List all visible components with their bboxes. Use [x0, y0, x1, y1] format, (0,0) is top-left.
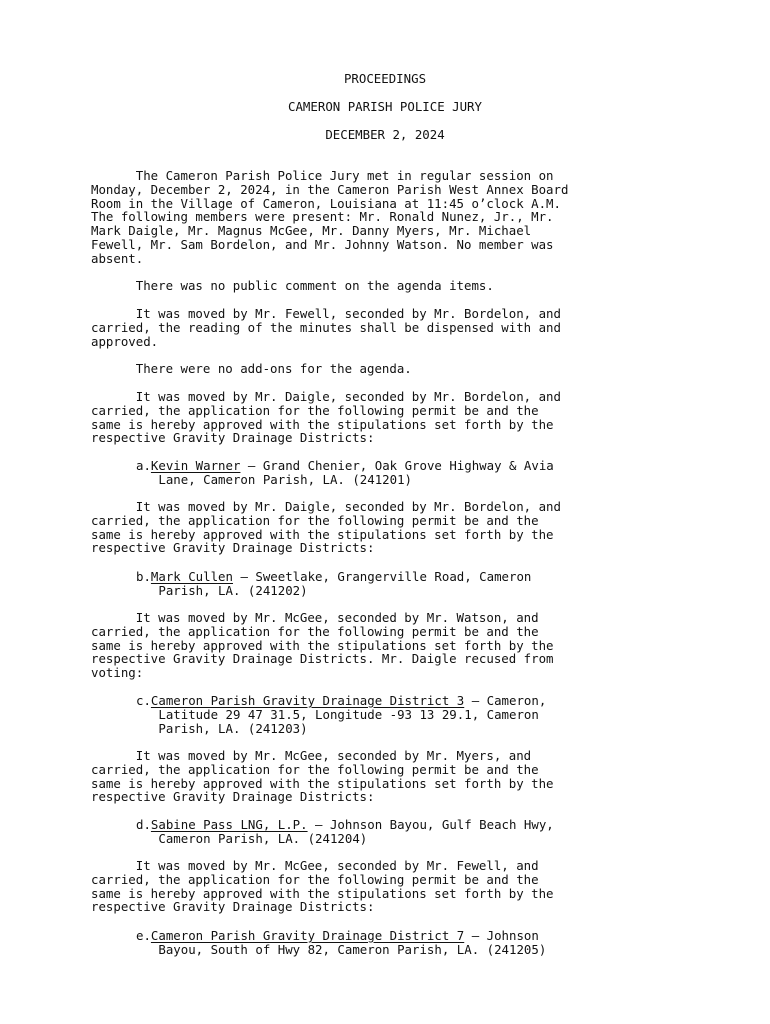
- permit-applicant: Mark Cullen: [150, 569, 233, 584]
- paragraph-permit-motion-d: It was moved by Mr. McGee, seconded by Mr. Myers, and carried, the application for the following permit be and the same is hereby approved with the stipulations set forth by the respective Gravity Drainage Districts:: [91, 748, 554, 805]
- permit-item-a: [136, 459, 696, 487]
- paragraph-public-comment: There was no public comment on the agenda items.: [91, 278, 494, 293]
- permit-applicant: Cameron Parish Gravity Drainage District 3: [150, 693, 465, 708]
- permit-letter: b.: [136, 569, 151, 584]
- paragraph-permit-motion-c: It was moved by Mr. McGee, seconded by Mr. Watson, and carried, the application for the following permit be and the same is hereby approved with the stipulations set forth by the respective Gravity Drainage Districts. Mr. Daigle recused from voting:: [91, 610, 554, 681]
- paragraph-permit-motion-a: It was moved by Mr. Daigle, seconded by Mr. Bordelon, and carried, the application for the following permit be and the same is hereby approved with the stipulations set forth by the respective Gravity Drainage Districts:: [91, 389, 561, 446]
- permit-applicant: Kevin Warner: [150, 458, 241, 473]
- paragraph-session-opening: The Cameron Parish Police Jury met in regular session on Monday, December 2, 2024, in the Cameron Parish West Annex Board Room in the Village of Cameron, Louisiana at 11:45 o’clock A.M. The following members were present: Mr. Ronald Nunez, Jr., Mr. Mark Daigle, Mr. Magnus McGee, Mr. Danny Myers, Mr. Michael Fewell, Mr. Sam Bordelon, and Mr. Johnny Watson. No member was absent.: [91, 168, 569, 266]
- permit-item-e: [136, 929, 696, 957]
- permit-letter: c.: [136, 693, 151, 708]
- permit-applicant: Sabine Pass LNG, L.P.: [150, 817, 308, 832]
- permit-details: – Grand Chenier, Oak Grove Highway & Avia Lane, Cameron Parish, LA. (241201): [158, 458, 554, 487]
- paragraph-add-ons: There were no add-ons for the agenda.: [91, 361, 412, 376]
- document-heading: PROCEEDINGS: [343, 71, 427, 86]
- permit-details: – Johnson Bayou, South of Hwy 82, Cameron Parish, LA. (241205): [158, 928, 547, 957]
- permit-applicant: Cameron Parish Gravity Drainage District 7: [150, 928, 465, 943]
- permit-details: – Cameron, Latitude 29 47 31.5, Longitude -93 13 29.1, Cameron Parish, LA. (241203): [158, 693, 547, 736]
- permit-item-c: [136, 694, 696, 735]
- permit-letter: e.: [136, 928, 151, 943]
- document-subtitle: CAMERON PARISH POLICE JURY: [288, 99, 482, 114]
- permit-item-b: [136, 570, 696, 598]
- permit-letter: a.: [136, 458, 151, 473]
- permit-details: – Johnson Bayou, Gulf Beach Hwy, Cameron Parish, LA. (241204): [158, 817, 554, 846]
- permit-letter: d.: [136, 817, 151, 832]
- paragraph-minutes: It was moved by Mr. Fewell, seconded by Mr. Bordelon, and carried, the reading of the minutes shall be dispensed with and approved.: [91, 306, 561, 349]
- paragraph-permit-motion-b: It was moved by Mr. Daigle, seconded by Mr. Bordelon, and carried, the application for the following permit be and the same is hereby approved with the stipulations set forth by the respective Gravity Drainage Districts:: [91, 499, 561, 556]
- document-date: DECEMBER 2, 2024: [325, 127, 445, 142]
- permit-item-d: [136, 818, 696, 846]
- permit-details: – Sweetlake, Grangerville Road, Cameron Parish, LA. (241202): [158, 569, 532, 598]
- paragraph-permit-motion-e: It was moved by Mr. McGee, seconded by Mr. Fewell, and carried, the application for the following permit be and the same is hereby approved with the stipulations set forth by the respective Gravity Drainage Districts:: [91, 858, 554, 915]
